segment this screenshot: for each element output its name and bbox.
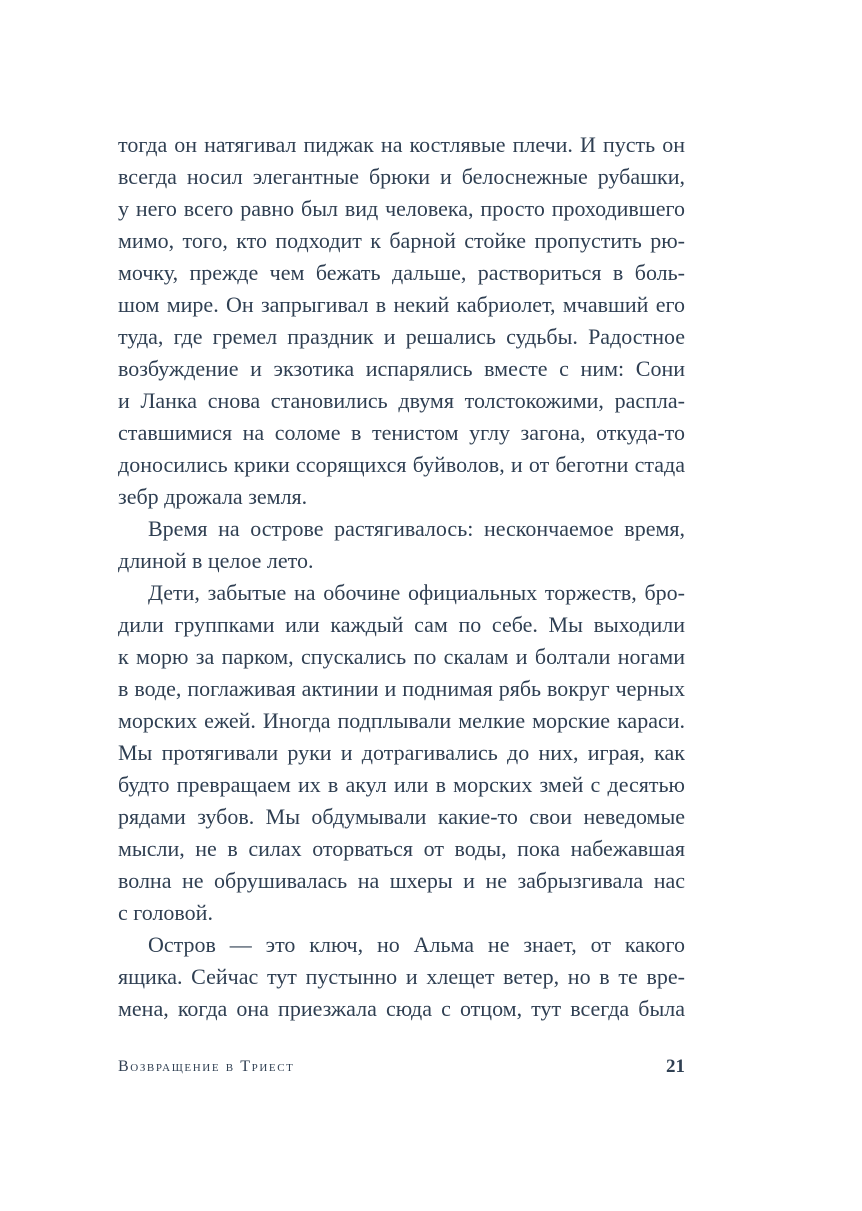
text-line: Дети, забытые на обочине официальных торжеств, бро- xyxy=(148,580,685,605)
text-line: с головой. xyxy=(118,900,213,925)
text-line: волна не обрушивалась на шхеры и не забрызгивала нас xyxy=(118,868,685,893)
text-line: мимо, того, кто подходит к барной стойке пропустить рю- xyxy=(118,228,685,253)
text-line: мочку, прежде чем бежать дальше, раствориться в боль- xyxy=(118,260,685,285)
text-line: зебр дрожала земля. xyxy=(118,484,308,509)
text-line: рядами зубов. Мы обдумывали какие-то свои неведомые xyxy=(118,804,685,829)
running-title: Возвращение в Триест xyxy=(118,1058,295,1075)
text-line: ящика. Сейчас тут пустынно и хлещет ветер, но в те вре- xyxy=(118,964,685,989)
page-number: 21 xyxy=(666,1056,685,1077)
text-line: Остров — это ключ, но Альма не знает, от какого xyxy=(148,932,685,957)
text-line: Время на острове растягивалось: нескончаемое время, xyxy=(148,516,685,541)
body-text xyxy=(118,129,685,1025)
page-footer xyxy=(118,1056,685,1082)
text-line: к морю за парком, спускались по скалам и болтали ногами xyxy=(118,644,685,669)
text-line: будто превращаем их в акул или в морских змей с десятью xyxy=(118,772,685,797)
text-line: Мы протягивали руки и дотрагивались до них, играя, как xyxy=(118,740,685,765)
text-line: дили группками или каждый сам по себе. Мы выходили xyxy=(118,612,685,637)
text-line: и Ланка снова становились двумя толстокожими, распла- xyxy=(118,388,685,413)
text-line: тогда он натягивал пиджак на костлявые плечи. И пусть он xyxy=(118,132,685,157)
text-line: ставшимися на соломе в тенистом углу загона, откуда-то xyxy=(118,420,685,445)
text-line: у него всего равно был вид человека, просто проходившего xyxy=(118,196,685,221)
text-line: доносились крики ссорящихся буйволов, и от беготни стада xyxy=(118,452,685,477)
text-line: в воде, поглаживая актинии и поднимая рябь вокруг черных xyxy=(118,676,685,701)
text-line: морских ежей. Иногда подплывали мелкие морские караси. xyxy=(118,708,685,733)
text-line: шом мире. Он запрыгивал в некий кабриолет, мчавший его xyxy=(118,292,685,317)
text-line: мысли, не в силах оторваться от воды, пока набежавшая xyxy=(118,836,685,861)
text-line: всегда носил элегантные брюки и белоснежные рубашки, xyxy=(118,164,685,189)
text-line: длиной в целое лето. xyxy=(118,548,314,573)
text-line: туда, где гремел праздник и решались судьбы. Радостное xyxy=(118,324,685,349)
text-line: возбуждение и экзотика испарялись вместе с ним: Сони xyxy=(118,356,685,381)
text-line: мена, когда она приезжала сюда с отцом, тут всегда была xyxy=(118,996,685,1021)
